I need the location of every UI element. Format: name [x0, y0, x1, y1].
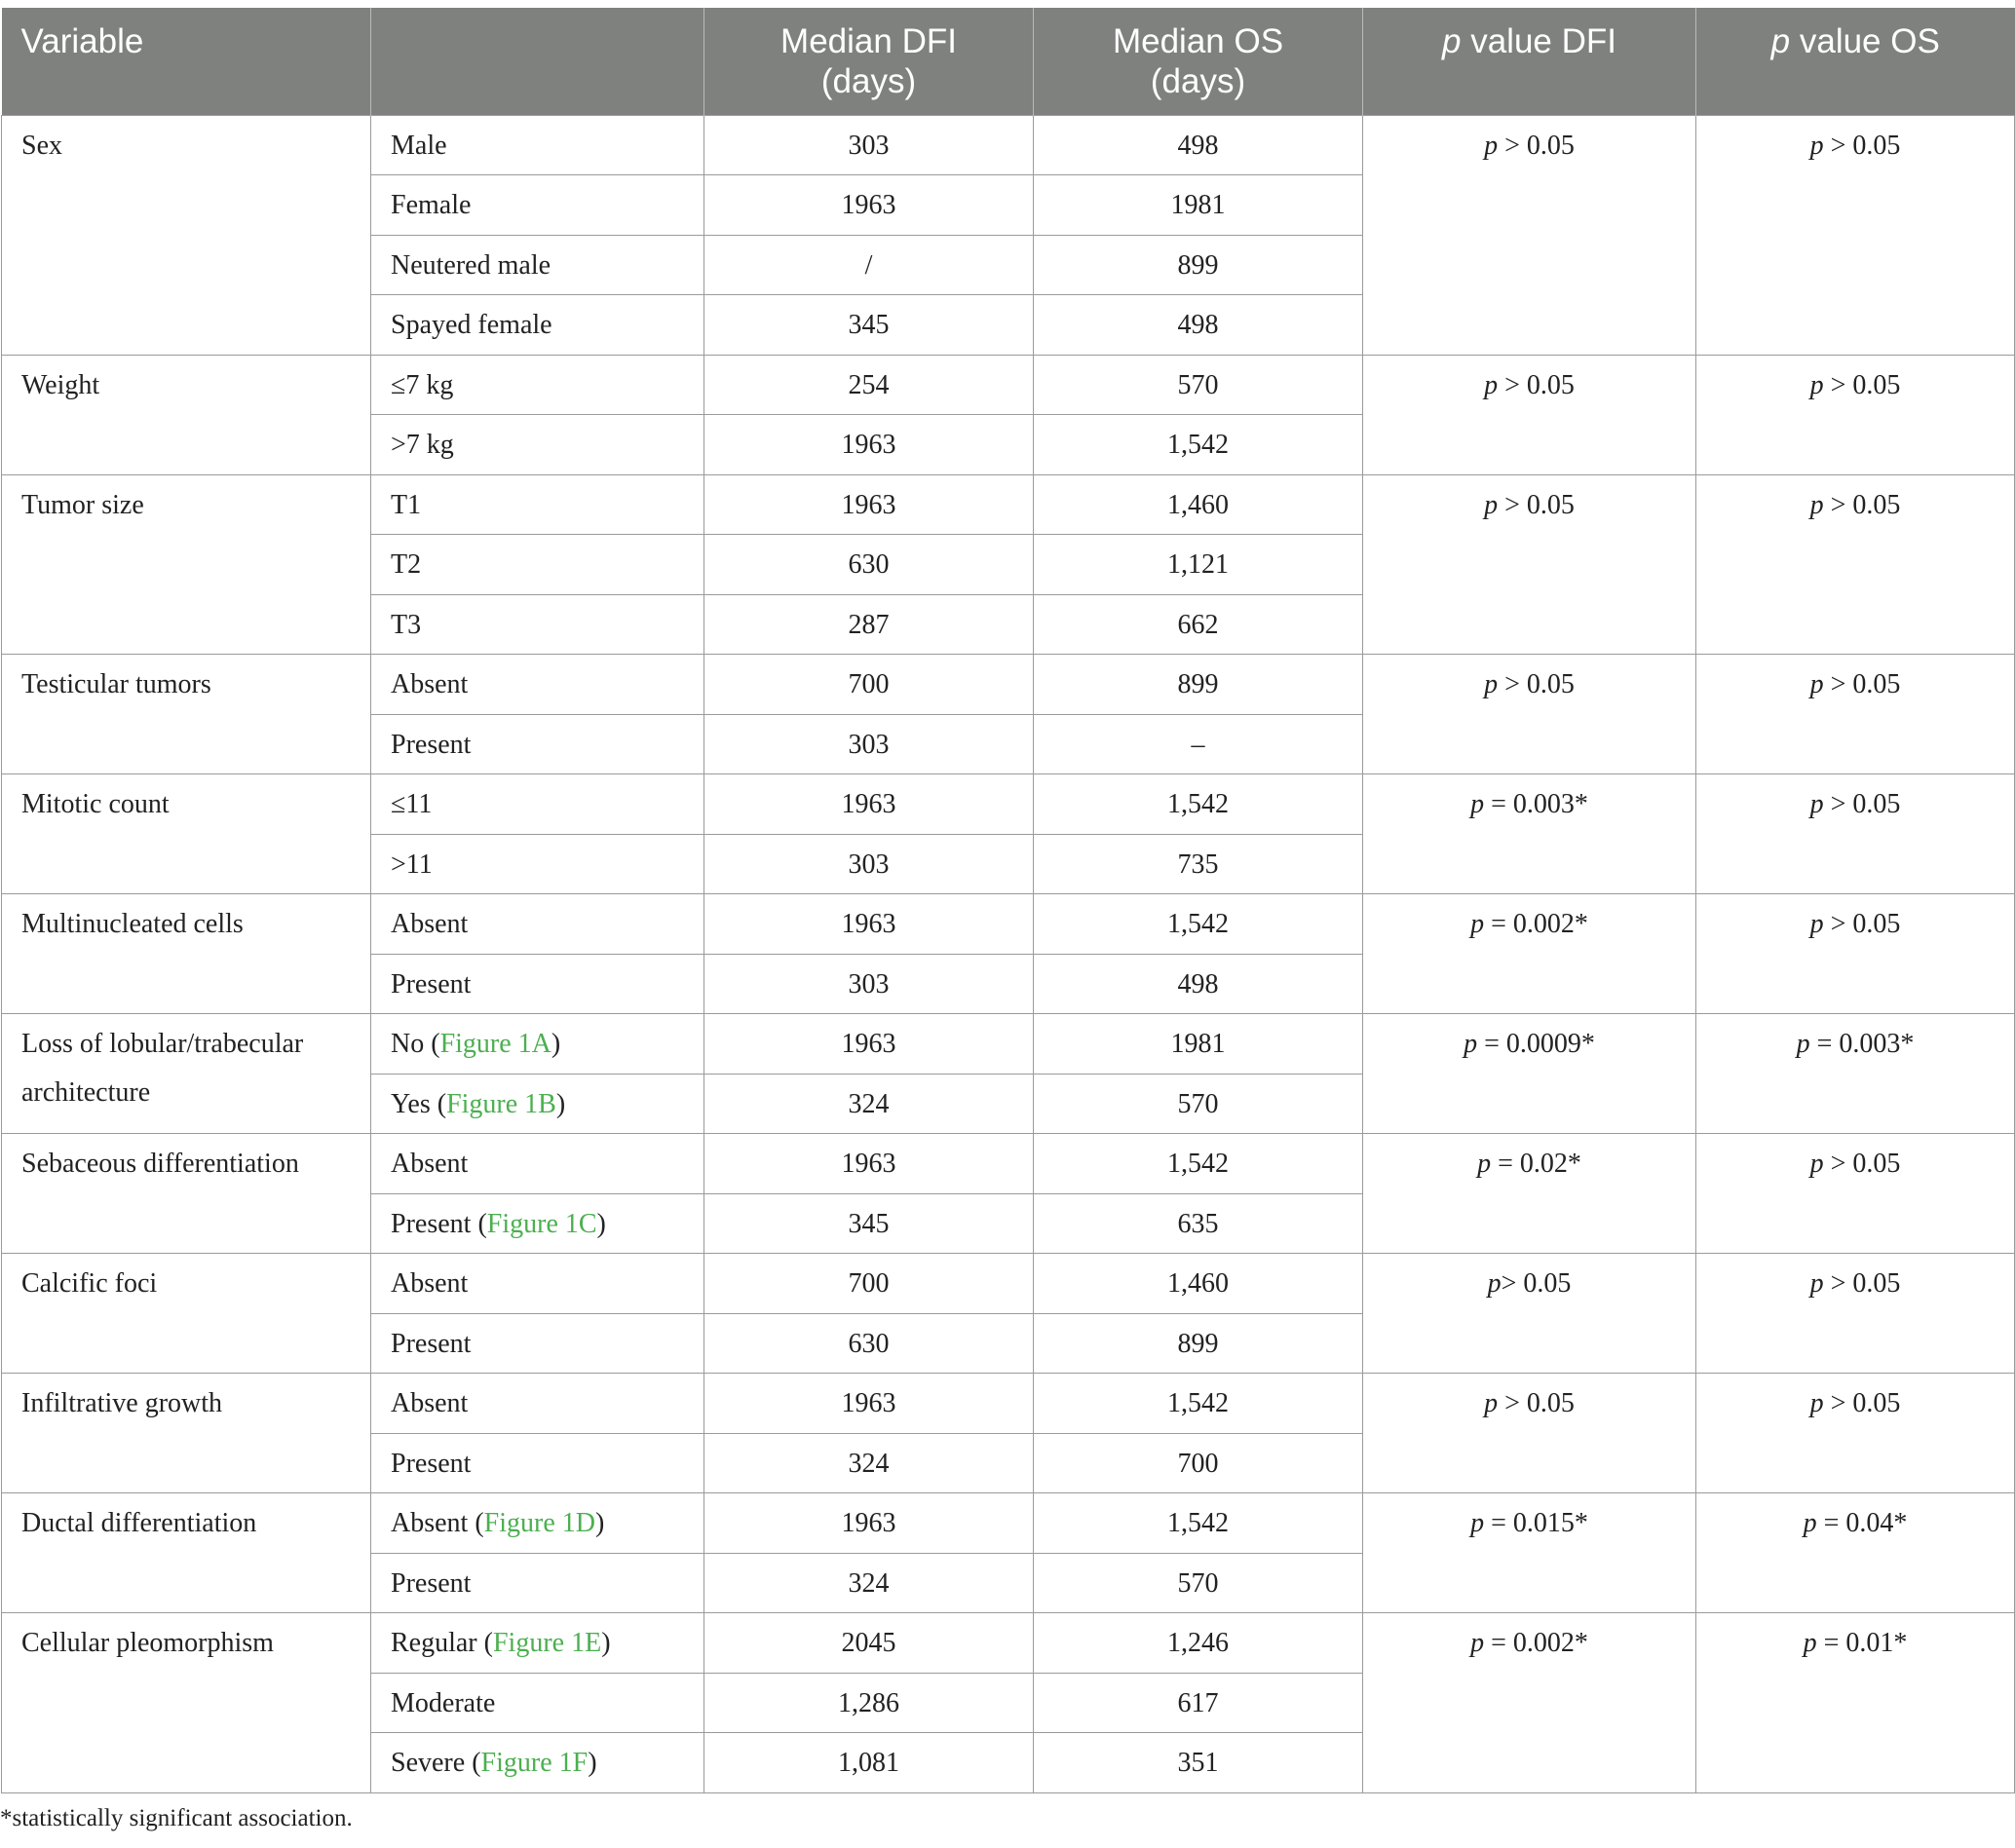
- p-value-os-cell: [1696, 774, 2015, 894]
- p-symbol: p: [1803, 1508, 1817, 1538]
- header-median-os: [1034, 8, 1363, 115]
- p-value: > 0.05: [1823, 789, 1901, 819]
- median-os-cell: 700: [1034, 1433, 1363, 1493]
- p-value-dfi-cell: [1363, 1134, 1696, 1254]
- median-os-cell: 899: [1034, 655, 1363, 715]
- p-symbol: p: [1470, 1628, 1485, 1658]
- category-label: >11: [391, 849, 433, 880]
- category-label: Absent: [391, 1268, 469, 1299]
- category-label: Present: [391, 1328, 472, 1359]
- category-cell: [371, 655, 704, 715]
- p-symbol: p: [1470, 1508, 1485, 1538]
- p-value: = 0.04*: [1816, 1508, 1908, 1538]
- category-label: Absent: [391, 1149, 469, 1179]
- category-cell: [371, 235, 704, 295]
- table-row: [2, 1613, 2015, 1674]
- figure-link[interactable]: Figure 1E: [492, 1628, 602, 1658]
- category-cell: Present (Figure 1C): [371, 1193, 704, 1254]
- p-symbol: p: [1809, 909, 1824, 939]
- median-os-cell: 1981: [1034, 175, 1363, 236]
- median-dfi-cell: /: [704, 235, 1034, 295]
- p-symbol: p: [1470, 789, 1485, 819]
- header-median-dfi-line2: (days): [820, 62, 917, 100]
- median-dfi-cell: 303: [704, 115, 1034, 175]
- p-symbol: p: [1809, 1149, 1824, 1179]
- p-value: = 0.002*: [1484, 909, 1588, 939]
- category-label: Present: [391, 1208, 472, 1239]
- p-value-os-cell: [1696, 1493, 2015, 1613]
- median-dfi-cell: 1963: [704, 1014, 1034, 1075]
- table-row: [2, 115, 2015, 175]
- category-label: Neutered male: [391, 249, 551, 281]
- p-symbol: p: [1809, 489, 1824, 520]
- p-value-os-cell: [1696, 1014, 2015, 1134]
- category-cell: [371, 1313, 704, 1374]
- category-cell: [371, 834, 704, 894]
- p-value: = 0.0009*: [1477, 1029, 1595, 1059]
- median-os-cell: 617: [1034, 1673, 1363, 1733]
- category-label: Present: [391, 968, 472, 999]
- category-label: Male: [391, 130, 447, 161]
- median-dfi-cell: 1,286: [704, 1673, 1034, 1733]
- p-value: = 0.015*: [1484, 1508, 1588, 1538]
- category-cell: Severe (Figure 1F): [371, 1733, 704, 1793]
- category-cell: [371, 295, 704, 356]
- median-dfi-cell: 345: [704, 295, 1034, 356]
- category-cell: [371, 1134, 704, 1194]
- median-dfi-cell: 630: [704, 535, 1034, 595]
- category-label: No: [391, 1029, 425, 1059]
- table-row: [2, 774, 2015, 835]
- p-value: > 0.05: [1823, 369, 1901, 400]
- category-label: Severe: [391, 1748, 466, 1778]
- category-cell: [371, 175, 704, 236]
- p-value-os-cell: [1696, 1374, 2015, 1493]
- variable-cell: Sex: [2, 115, 371, 355]
- p-symbol: p: [1464, 1029, 1478, 1059]
- p-value-os-cell: [1696, 474, 2015, 655]
- p-value: > 0.05: [1498, 669, 1575, 699]
- median-os-cell: 635: [1034, 1193, 1363, 1254]
- category-label: ≤7 kg: [391, 369, 454, 400]
- p-symbol: p: [1484, 130, 1499, 161]
- p-value: = 0.02*: [1491, 1149, 1581, 1179]
- p-symbol: p: [1487, 1268, 1502, 1299]
- category-cell: [371, 714, 704, 774]
- category-label: >7 kg: [391, 430, 454, 460]
- table-footnote: *statistically significant association.: [0, 1805, 353, 1831]
- median-os-cell: 1981: [1034, 1014, 1363, 1075]
- p-value: > 0.05: [1498, 489, 1575, 520]
- p-value-os-cell: [1696, 894, 2015, 1014]
- p-value: > 0.05: [1498, 369, 1575, 400]
- p-symbol: p: [1470, 909, 1485, 939]
- p-value: > 0.05: [1823, 489, 1901, 520]
- p-value-dfi-cell: [1363, 1254, 1696, 1374]
- p-value-os-cell: [1696, 355, 2015, 474]
- variable-cell: Sebaceous differentiation: [2, 1134, 371, 1254]
- category-label: Absent: [391, 669, 469, 699]
- p-value: > 0.05: [1823, 669, 1901, 699]
- category-label: T3: [391, 609, 422, 640]
- median-os-cell: 1,246: [1034, 1613, 1363, 1674]
- median-dfi-cell: 303: [704, 954, 1034, 1014]
- category-label: T1: [391, 489, 422, 520]
- p-value: = 0.01*: [1816, 1628, 1908, 1658]
- category-cell: [371, 954, 704, 1014]
- p-symbol: p: [1484, 1388, 1499, 1418]
- median-dfi-cell: 324: [704, 1553, 1034, 1613]
- table-row: [2, 655, 2015, 715]
- p-value-dfi-cell: [1363, 894, 1696, 1014]
- p-symbol: p: [1809, 369, 1824, 400]
- category-cell: [371, 535, 704, 595]
- header-category: [371, 8, 704, 115]
- p-value: > 0.05: [1823, 1268, 1901, 1299]
- median-dfi-cell: 324: [704, 1433, 1034, 1493]
- median-dfi-cell: 1963: [704, 1374, 1034, 1434]
- median-os-cell: 498: [1034, 954, 1363, 1014]
- median-dfi-cell: 1963: [704, 175, 1034, 236]
- p-value-os-cell: [1696, 1134, 2015, 1254]
- p-symbol: p: [1809, 1268, 1824, 1299]
- category-label: Absent: [391, 1508, 469, 1538]
- median-os-cell: 1,542: [1034, 1134, 1363, 1194]
- p-value-dfi-cell: [1363, 774, 1696, 894]
- median-os-cell: 1,542: [1034, 774, 1363, 835]
- variable-cell: Tumor size: [2, 474, 371, 655]
- table-row: [2, 474, 2015, 535]
- median-dfi-cell: 1963: [704, 415, 1034, 475]
- median-dfi-cell: 1963: [704, 774, 1034, 835]
- header-p-dfi-symbol: p: [1442, 22, 1462, 60]
- figure-link[interactable]: Figure 1A: [439, 1029, 551, 1059]
- variable-cell: Infiltrative growth: [2, 1374, 371, 1493]
- median-dfi-cell: 1963: [704, 474, 1034, 535]
- p-value: > 0.05: [1498, 130, 1575, 161]
- category-cell: [371, 1254, 704, 1314]
- p-value-os-cell: [1696, 655, 2015, 774]
- header-p-dfi-label: value DFI: [1461, 22, 1616, 60]
- variable-cell: Cellular pleomorphism: [2, 1613, 371, 1793]
- category-cell: Yes (Figure 1B): [371, 1074, 704, 1134]
- category-label: Present: [391, 1567, 472, 1599]
- category-label: T2: [391, 549, 422, 580]
- median-dfi-cell: 700: [704, 1254, 1034, 1314]
- median-dfi-cell: 287: [704, 594, 1034, 655]
- category-cell: [371, 474, 704, 535]
- table-row: [2, 894, 2015, 955]
- p-value-dfi-cell: [1363, 1493, 1696, 1613]
- median-os-cell: 1,542: [1034, 1493, 1363, 1554]
- variable-cell: Multinucleated cells: [2, 894, 371, 1014]
- figure-link[interactable]: Figure 1B: [446, 1088, 556, 1119]
- p-symbol: p: [1484, 369, 1499, 400]
- category-cell: No (Figure 1A): [371, 1014, 704, 1075]
- category-cell: Regular (Figure 1E): [371, 1613, 704, 1674]
- median-os-cell: 1,121: [1034, 535, 1363, 595]
- median-os-cell: 899: [1034, 235, 1363, 295]
- p-symbol: p: [1809, 669, 1824, 699]
- header-median-dfi-line1: Median DFI: [780, 22, 957, 60]
- p-value-dfi-cell: [1363, 655, 1696, 774]
- median-os-cell: 1,542: [1034, 894, 1363, 955]
- header-p-dfi: [1363, 8, 1696, 115]
- median-os-cell: 498: [1034, 295, 1363, 356]
- p-symbol: p: [1809, 789, 1824, 819]
- median-dfi-cell: 345: [704, 1193, 1034, 1254]
- table-container: [0, 8, 2015, 1793]
- median-dfi-cell: 1,081: [704, 1733, 1034, 1793]
- variable-cell: Mitotic count: [2, 774, 371, 894]
- variable-cell: Weight: [2, 355, 371, 474]
- figure-link[interactable]: Figure 1D: [483, 1508, 595, 1538]
- median-dfi-cell: 324: [704, 1074, 1034, 1134]
- p-value-dfi-cell: [1363, 1613, 1696, 1793]
- table-row: [2, 1254, 2015, 1314]
- median-os-cell: 351: [1034, 1733, 1363, 1793]
- category-label: Present: [391, 1448, 472, 1479]
- p-value: > 0.05: [1823, 1149, 1901, 1179]
- p-symbol: p: [1796, 1029, 1810, 1059]
- p-symbol: p: [1803, 1628, 1817, 1658]
- p-value-dfi-cell: [1363, 1374, 1696, 1493]
- table-body: [2, 115, 2015, 1792]
- header-variable: [2, 8, 371, 115]
- category-cell: [371, 355, 704, 415]
- table-row: [2, 1493, 2015, 1554]
- table-row: [2, 1014, 2015, 1075]
- p-symbol: p: [1484, 489, 1499, 520]
- median-dfi-cell: 1963: [704, 894, 1034, 955]
- category-cell: [371, 1553, 704, 1613]
- p-value-os-cell: [1696, 1613, 2015, 1793]
- p-value: > 0.05: [1823, 909, 1901, 939]
- p-value-dfi-cell: [1363, 1014, 1696, 1134]
- header-median-os-line1: Median OS: [1112, 22, 1284, 60]
- category-cell: [371, 594, 704, 655]
- category-label: Absent: [391, 909, 469, 939]
- category-cell: [371, 1433, 704, 1493]
- category-label: Moderate: [391, 1687, 496, 1718]
- p-value: > 0.05: [1498, 1388, 1575, 1418]
- median-os-cell: 1,542: [1034, 1374, 1363, 1434]
- p-symbol: p: [1477, 1149, 1492, 1179]
- median-dfi-cell: 1963: [704, 1134, 1034, 1194]
- category-cell: [371, 415, 704, 475]
- median-os-cell: 570: [1034, 355, 1363, 415]
- median-dfi-cell: 1963: [704, 1493, 1034, 1554]
- category-label: Present: [391, 729, 472, 760]
- variable-cell: Loss of lobular/trabecular architecture: [2, 1014, 371, 1134]
- header-row: [2, 8, 2015, 115]
- median-dfi-cell: 630: [704, 1313, 1034, 1374]
- category-label: ≤11: [391, 789, 433, 819]
- header-p-os-label: value OS: [1790, 22, 1940, 60]
- median-os-cell: 1,460: [1034, 1254, 1363, 1314]
- median-os-cell: 570: [1034, 1074, 1363, 1134]
- table-row: [2, 1374, 2015, 1434]
- p-symbol: p: [1809, 1388, 1824, 1418]
- p-value: = 0.002*: [1484, 1628, 1588, 1658]
- median-dfi-cell: 254: [704, 355, 1034, 415]
- median-os-cell: 662: [1034, 594, 1363, 655]
- category-cell: [371, 1673, 704, 1733]
- variable-cell: Testicular tumors: [2, 655, 371, 774]
- header-p-os-symbol: p: [1770, 22, 1791, 60]
- category-cell: [371, 894, 704, 955]
- category-label: Regular: [391, 1628, 477, 1658]
- p-value-dfi-cell: [1363, 115, 1696, 355]
- median-os-cell: 1,542: [1034, 415, 1363, 475]
- category-label: Absent: [391, 1388, 469, 1418]
- median-dfi-cell: 700: [704, 655, 1034, 715]
- median-os-cell: 899: [1034, 1313, 1363, 1374]
- p-value-os-cell: [1696, 1254, 2015, 1374]
- header-variable-label: Variable: [20, 22, 144, 60]
- median-dfi-cell: 2045: [704, 1613, 1034, 1674]
- header-median-os-line2: (days): [1150, 62, 1246, 100]
- category-label: Yes: [391, 1088, 431, 1119]
- p-value: = 0.003*: [1809, 1029, 1915, 1059]
- table-row: [2, 355, 2015, 415]
- p-value-dfi-cell: [1363, 355, 1696, 474]
- category-label: Spayed female: [391, 310, 552, 340]
- variable-cell: Calcific foci: [2, 1254, 371, 1374]
- variable-cell: Ductal differentiation: [2, 1493, 371, 1613]
- p-value: > 0.05: [1823, 1388, 1901, 1418]
- p-symbol: p: [1809, 130, 1824, 161]
- p-symbol: p: [1484, 669, 1499, 699]
- median-dfi-cell: 303: [704, 714, 1034, 774]
- median-os-cell: 1,460: [1034, 474, 1363, 535]
- header-p-os: [1696, 8, 2015, 115]
- figure-link[interactable]: Figure 1C: [486, 1208, 597, 1239]
- table-row: [2, 1134, 2015, 1194]
- figure-link[interactable]: Figure 1F: [480, 1748, 589, 1778]
- median-os-cell: –: [1034, 714, 1363, 774]
- median-dfi-cell: 303: [704, 834, 1034, 894]
- category-cell: Absent (Figure 1D): [371, 1493, 704, 1554]
- category-cell: [371, 774, 704, 835]
- p-value-os-cell: [1696, 115, 2015, 355]
- median-os-cell: 570: [1034, 1553, 1363, 1613]
- survival-table: [1, 8, 2015, 1793]
- p-value: > 0.05: [1501, 1268, 1572, 1299]
- p-value: > 0.05: [1823, 130, 1901, 161]
- category-cell: [371, 1374, 704, 1434]
- category-label: Female: [391, 190, 472, 220]
- category-cell: [371, 115, 704, 175]
- table-header: [2, 8, 2015, 115]
- p-value: = 0.003*: [1484, 789, 1588, 819]
- median-os-cell: 735: [1034, 834, 1363, 894]
- median-os-cell: 498: [1034, 115, 1363, 175]
- header-median-dfi: [704, 8, 1034, 115]
- p-value-dfi-cell: [1363, 474, 1696, 655]
